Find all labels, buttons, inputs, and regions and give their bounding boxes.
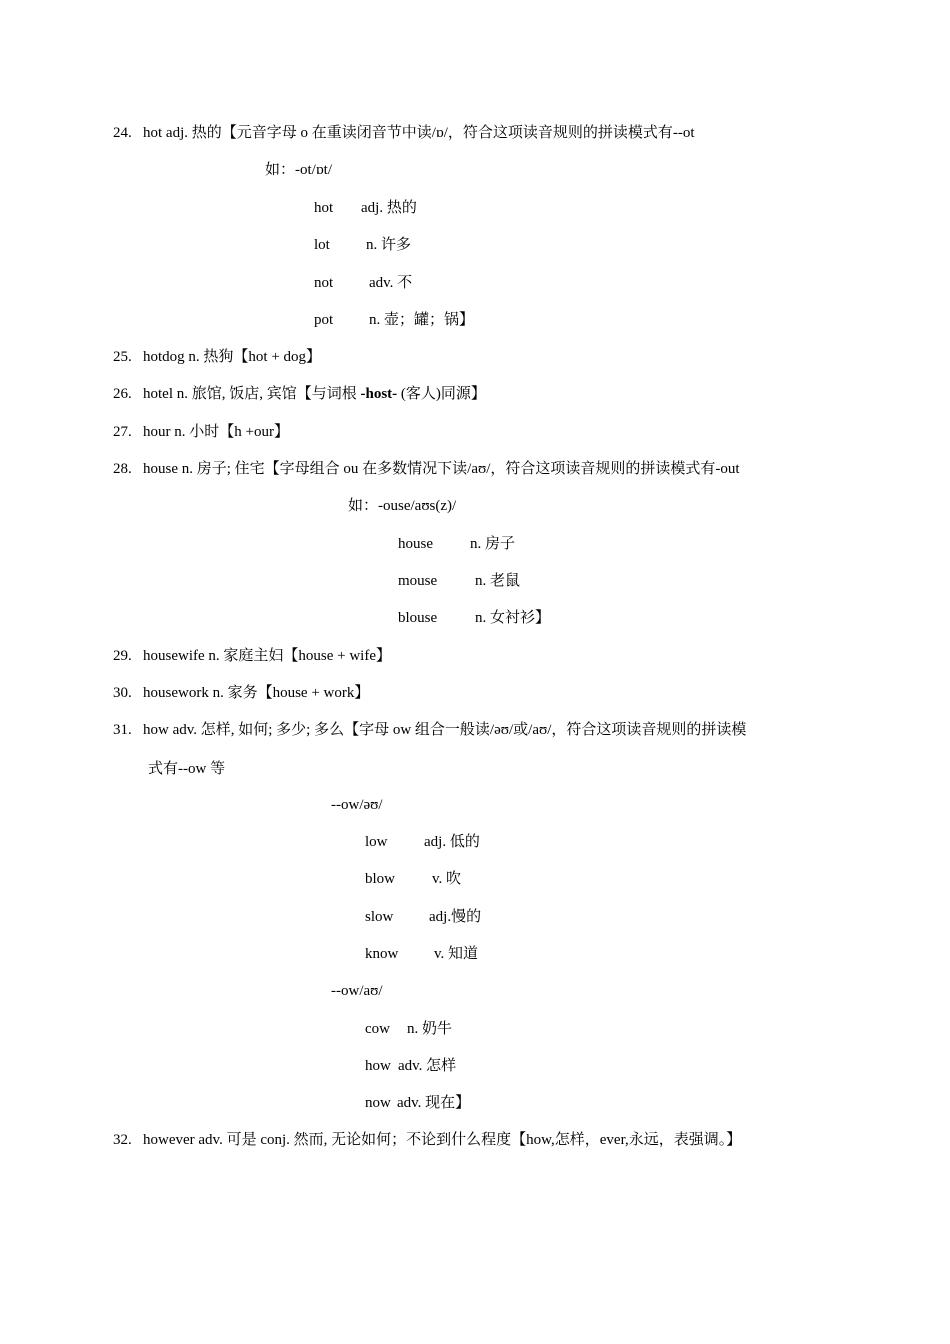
entry-28 <box>113 460 740 478</box>
spelling-pattern: 如：-ot/ɒt/ <box>265 162 333 178</box>
example-word: cow <box>365 1021 390 1037</box>
example-word: low <box>365 834 388 850</box>
entry-number: 27. <box>113 424 132 440</box>
entry-27 <box>113 423 289 441</box>
example-meaning: adv. 怎样 <box>398 1058 457 1074</box>
example-word: lot <box>314 237 330 253</box>
entry-number: 31. <box>113 722 132 738</box>
entry-25 <box>113 348 321 366</box>
entry-number: 25. <box>113 349 132 365</box>
entry-text-cont: 式有--ow 等 <box>148 761 226 777</box>
example-meaning: adj. 低的 <box>424 834 480 850</box>
example-meaning: adj.慢的 <box>429 909 482 925</box>
entry-24 <box>113 124 695 142</box>
example-word: not <box>314 275 334 291</box>
example-meaning: n. 许多 <box>366 237 412 253</box>
example-meaning: n. 老鼠 <box>475 573 521 589</box>
entry-number: 26. <box>113 386 132 402</box>
example-meaning: n. 奶牛 <box>407 1021 453 1037</box>
spelling-pattern: 如：-ouse/aʊs(z)/ <box>348 498 457 514</box>
entry-text: how adv. 怎样, 如何; 多少; 多么【字母 ow 组合一般读/əʊ/或/aʊ/，符合这项读音规则的拼读模 <box>143 722 747 738</box>
example-word: know <box>365 946 399 962</box>
example-word: pot <box>314 312 334 328</box>
entry-text: however adv. 可是 conj. 然而, 无论如何；不论到什么程度【how,怎样，ever,永远，表强调。】 <box>143 1132 742 1148</box>
entry-text-cont: (客人)同源】 <box>397 386 486 402</box>
entry-26 <box>113 385 486 403</box>
entry-text: hotdog n. 热狗【hot + dog】 <box>143 349 322 365</box>
entry-32 <box>113 1131 741 1149</box>
entry-number: 32. <box>113 1132 132 1148</box>
word-root: -host- <box>360 386 398 402</box>
entry-30 <box>113 684 369 702</box>
example-word: mouse <box>398 573 438 589</box>
entry-31 <box>113 721 746 739</box>
entry-number: 30. <box>113 685 132 701</box>
entry-number: 29. <box>113 648 132 664</box>
example-meaning: adv. 不 <box>369 275 413 291</box>
example-meaning: adj. 热的 <box>361 200 417 216</box>
example-word: now <box>365 1095 391 1111</box>
entry-text: hour n. 小时【h +our】 <box>143 424 289 440</box>
example-meaning: n. 女衬衫】 <box>475 610 551 626</box>
entry-text: housewife n. 家庭主妇【house + wife】 <box>143 648 392 664</box>
example-word: hot <box>314 200 334 216</box>
spelling-pattern: --ow/aʊ/ <box>331 983 383 999</box>
example-word: blow <box>365 871 395 887</box>
entry-text: hotel n. 旅馆, 饭店, 宾馆【与词根 <box>143 386 361 402</box>
entry-text: house n. 房子; 住宅【字母组合 ou 在多数情况下读/aʊ/，符合这项读音规则的拼读模式有-out <box>143 461 740 477</box>
example-word: how <box>365 1058 391 1074</box>
entry-text: hot adj. 热的【元音字母 o 在重读闭音节中读/ɒ/，符合这项读音规则的拼读模式有--ot <box>143 125 695 141</box>
example-meaning: n. 壶；罐；锅】 <box>369 312 475 328</box>
entry-29 <box>113 647 391 665</box>
entry-number: 28. <box>113 461 132 477</box>
example-meaning: n. 房子 <box>470 536 516 552</box>
example-meaning: v. 吹 <box>432 871 462 887</box>
spelling-pattern: --ow/əʊ/ <box>331 797 383 813</box>
example-word: blouse <box>398 610 438 626</box>
example-word: slow <box>365 909 394 925</box>
example-meaning: v. 知道 <box>434 946 479 962</box>
entry-text: housework n. 家务【house + work】 <box>143 685 370 701</box>
entry-number: 24. <box>113 125 132 141</box>
example-word: house <box>398 536 433 552</box>
example-meaning: adv. 现在】 <box>397 1095 471 1111</box>
